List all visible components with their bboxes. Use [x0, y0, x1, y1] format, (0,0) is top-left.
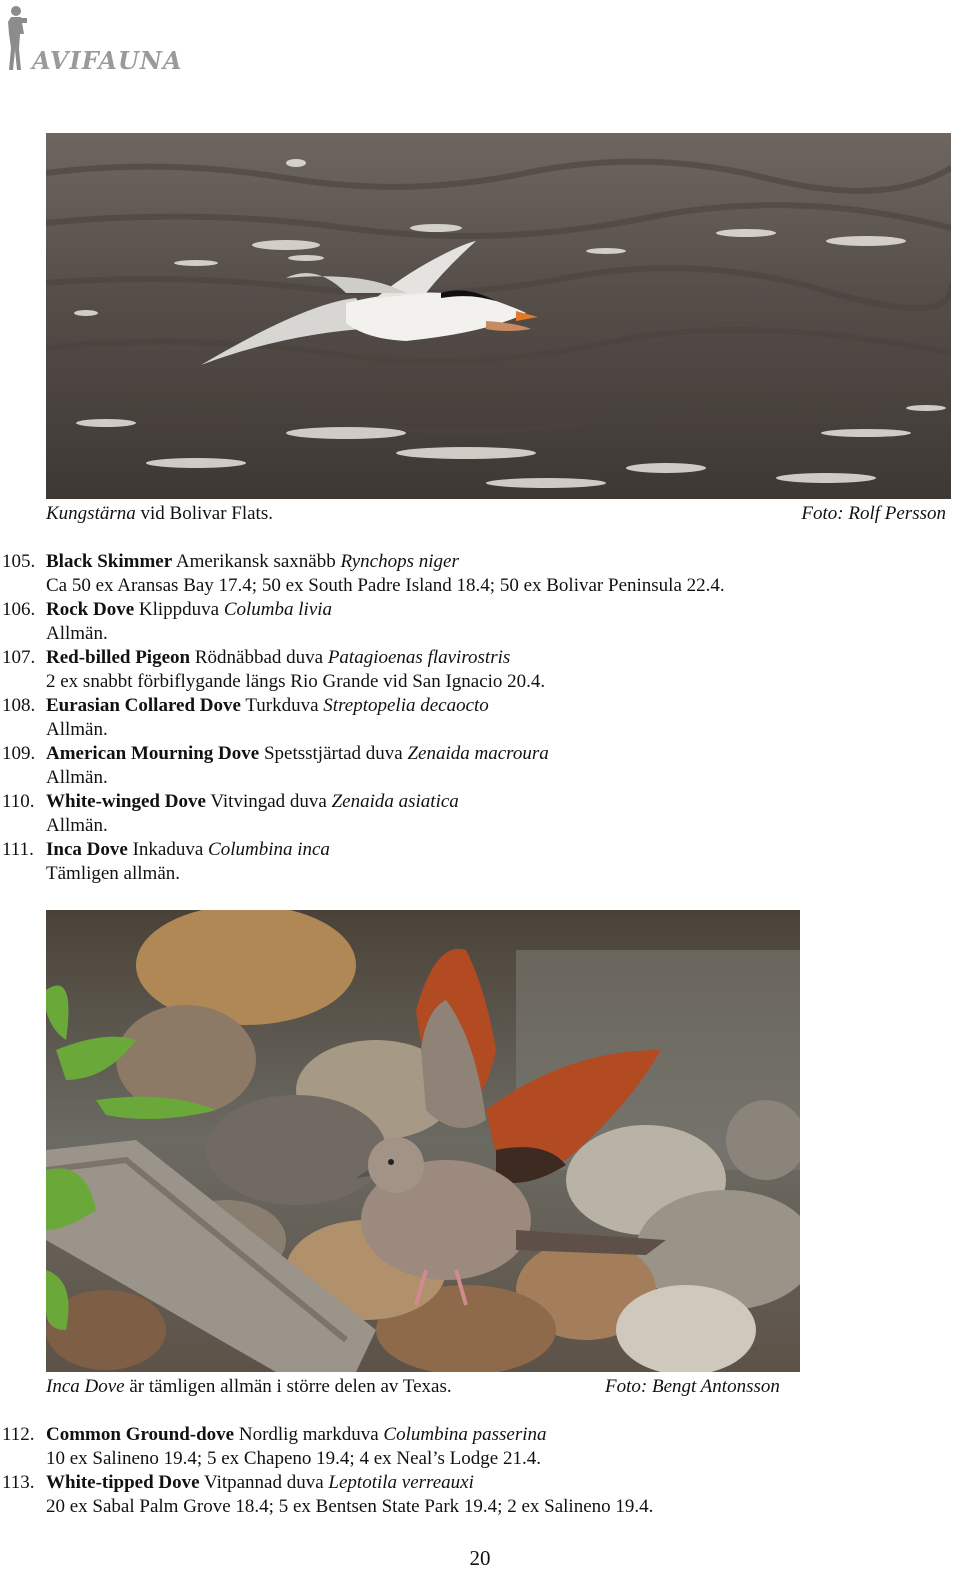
photo1-caption-rest: vid Bolivar Flats.: [135, 503, 273, 524]
photo2-caption: [46, 1375, 452, 1399]
entry-note: Allmän.: [46, 719, 108, 740]
entry-number: 112.: [2, 1424, 35, 1445]
entry-number: 109.: [2, 743, 36, 764]
birdwatcher-icon: [4, 4, 34, 74]
swedish-name: Vitpannad duva: [199, 1472, 329, 1493]
latin-name: Zenaida asiatica: [331, 791, 459, 812]
english-name: Black Skimmer: [46, 551, 173, 572]
photo2-caption-species: Inca Dove: [46, 1376, 125, 1397]
inca-dove-photo: [46, 910, 800, 1372]
logo-text: AVIFAUNA: [32, 46, 183, 75]
swedish-name: Spetsstjärtad duva: [259, 743, 408, 764]
entry-title: [46, 790, 459, 814]
swedish-name: Amerikansk saxnäbb: [172, 551, 341, 572]
swedish-name: Turkduva: [240, 695, 324, 716]
entry-note: Tämligen allmän.: [46, 863, 181, 884]
entry-title: [46, 598, 332, 622]
english-name: White-tipped Dove: [46, 1472, 200, 1493]
entry-note: Ca 50 ex Aransas Bay 17.4; 50 ex South Padre Island 18.4; 50 ex Bolivar Peninsula 22.4.: [46, 575, 725, 596]
avifauna-logo: [4, 4, 183, 75]
entry-title: [46, 1423, 547, 1447]
entry-number: 106.: [2, 599, 36, 620]
latin-name: Zenaida macroura: [407, 743, 549, 764]
latin-name: Patagioenas flavirostris: [327, 647, 511, 668]
entry-note: Allmän.: [46, 623, 108, 644]
entry-title: [46, 550, 459, 574]
swedish-name: Vitvingad duva: [205, 791, 332, 812]
latin-name: Columba livia: [223, 599, 333, 620]
entry-title: [46, 1471, 474, 1495]
entry-title: [46, 646, 510, 670]
page-number: 20: [469, 1546, 491, 1570]
entry-number: 108.: [2, 695, 36, 716]
english-name: Red-billed Pigeon: [46, 647, 191, 668]
entry-note: 2 ex snabbt förbiflygande längs Rio Grande vid San Ignacio 20.4.: [46, 671, 546, 692]
entry-number: 107.: [2, 647, 36, 668]
entry-note: 10 ex Salineno 19.4; 5 ex Chapeno 19.4; 4 ex Neal’s Lodge 21.4.: [46, 1448, 541, 1469]
entry-number: 113.: [2, 1472, 35, 1493]
entry-note: 20 ex Sabal Palm Grove 18.4; 5 ex Bentsen State Park 19.4; 2 ex Salineno 19.4.: [46, 1496, 654, 1517]
latin-name: Columbina inca: [208, 839, 330, 860]
photo1-credit: Foto: Rolf Persson: [801, 503, 946, 524]
english-name: White-winged Dove: [46, 791, 206, 812]
swedish-name: Rödnäbbad duva: [190, 647, 328, 668]
royal-tern-photo: [46, 133, 951, 499]
latin-name: Columbina passerina: [383, 1424, 547, 1445]
photo2-credit: Foto: Bengt Antonsson: [605, 1376, 780, 1397]
photo2-caption-rest: är tämligen allmän i större delen av Texas.: [124, 1376, 452, 1397]
english-name: Eurasian Collared Dove: [46, 695, 241, 716]
entry-title: [46, 742, 549, 766]
latin-name: Rynchops niger: [340, 551, 459, 572]
english-name: American Mourning Dove: [46, 743, 260, 764]
swedish-name: Nordlig markduva: [234, 1424, 384, 1445]
swedish-name: Klippduva: [134, 599, 224, 620]
entry-title: [46, 694, 489, 718]
entry-title: [46, 838, 330, 862]
photo1-caption-species: Kungstärna: [46, 503, 136, 524]
latin-name: Streptopelia decaocto: [323, 695, 489, 716]
entry-number: 105.: [2, 551, 36, 572]
entry-note: Allmän.: [46, 815, 108, 836]
photo1-caption: [46, 502, 273, 526]
swedish-name: Inkaduva: [127, 839, 209, 860]
english-name: Inca Dove: [46, 839, 128, 860]
entry-note: Allmän.: [46, 767, 108, 788]
entry-number: 110.: [2, 791, 35, 812]
entry-number: 111.: [2, 839, 34, 860]
latin-name: Leptotila verreauxi: [328, 1472, 474, 1493]
english-name: Rock Dove: [46, 599, 135, 620]
english-name: Common Ground-dove: [46, 1424, 235, 1445]
